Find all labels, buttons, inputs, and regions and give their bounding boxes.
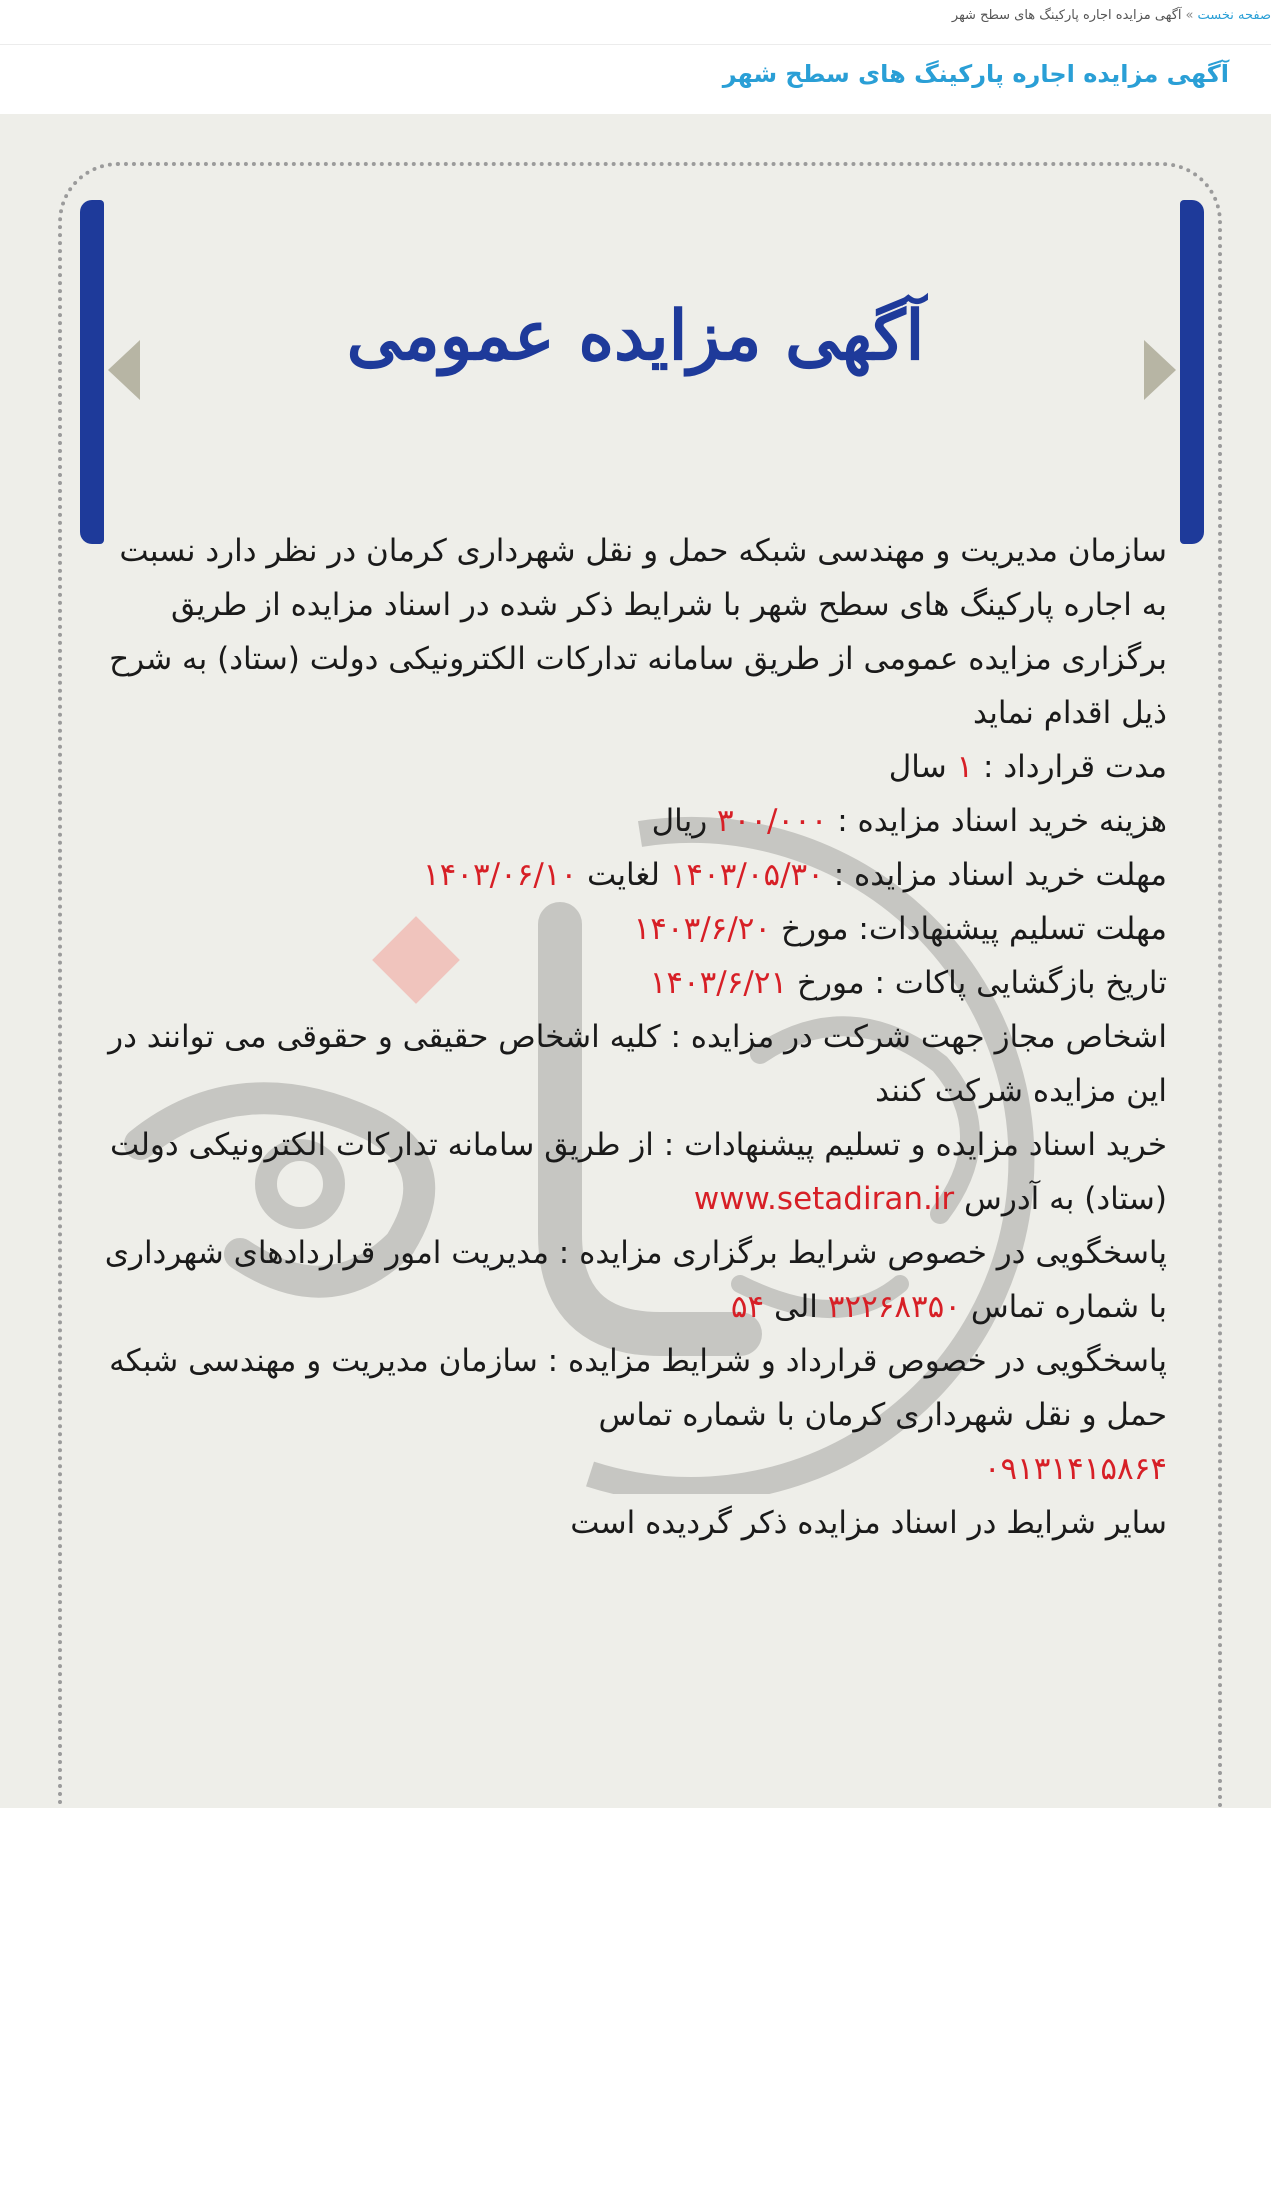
purchase-deadline-label: مهلت خرید اسناد مزایده : (833, 857, 1167, 893)
inquiry-label: پاسخگویی در خصوص شرایط برگزاری مزایده : مدیریت امور قراردادهای شهرداری با شماره تماس (104, 1235, 1167, 1325)
inquiry-phone: ۳۲۲۶۸۳۵۰ (827, 1289, 961, 1325)
eligible-participants: اشخاص مجاز جهت شرکت در مزایده : کلیه اشخاص حقیقی و حقوقی می توانند در این مزایده شرکت کنند (108, 1019, 1167, 1109)
contract-inquiry-line: پاسخگویی در خصوص قرارداد و شرایط مزایده : سازمان مدیریت و مهندسی شبکه حمل و نقل شهرداری کرمان با شماره تماس (109, 1343, 1167, 1433)
purchase-deadline-to: ۱۴۰۳/۰۶/۱۰ (423, 857, 578, 893)
submission-deadline-line (87, 902, 1167, 956)
contract-duration-unit: سال (888, 749, 947, 785)
footer-note: سایر شرایط در اسناد مزایده ذکر گردیده است (570, 1505, 1167, 1541)
intro-paragraph: سازمان مدیریت و مهندسی شبکه حمل و نقل شهرداری کرمان در نظر دارد نسبت به اجاره پارکینگ های سطح شهر با شرایط ذکر شده در اسناد مزایده از طریق برگزاری مزایده عمومی از طریق سامانه تدارکات الکترونیکی دولت (ستاد) به شرح ذیل اقدام نماید (109, 533, 1167, 731)
contract-duration-value: ۱ (956, 749, 974, 785)
opening-date-value: ۱۴۰۳/۶/۲۱ (649, 965, 788, 1001)
breadcrumb (952, 8, 1271, 23)
contract-duration-line (87, 740, 1167, 794)
contract-duration-label: مدت قرارداد : (983, 749, 1167, 785)
purchase-deadline-separator: لغایت (586, 857, 660, 893)
advertisement-image (0, 114, 1271, 1808)
inquiry-line (87, 1226, 1167, 1334)
document-fee-value: ۳۰۰/۰۰۰ (717, 803, 828, 839)
breadcrumb-current: آگهی مزایده اجاره پارکینگ های سطح شهر (951, 8, 1182, 23)
advertisement-heading: آگهی مزایده عمومی (346, 296, 925, 376)
contract-inquiry-phone: ۰۹۱۳۱۴۱۵۸۶۴ (983, 1451, 1167, 1487)
opening-date-line (87, 956, 1167, 1010)
document-fee-line (87, 794, 1167, 848)
purchase-deadline-line (87, 848, 1167, 902)
breadcrumb-home-link[interactable]: صفحه نخست (1197, 8, 1271, 23)
contract-inquiry-phone-line (87, 1442, 1167, 1496)
website-link[interactable]: www.setadiran.ir (693, 1181, 955, 1217)
inquiry-phone-end: ۵۴ (730, 1289, 765, 1325)
opening-date-label: تاریخ بازگشایی پاکات : مورخ (797, 965, 1167, 1001)
inquiry-phone-separator: الی (774, 1289, 818, 1325)
title-bar (0, 46, 1271, 115)
submission-deadline-label: مهلت تسلیم پیشنهادات: مورخ (780, 911, 1167, 947)
purchase-deadline-from: ۱۴۰۳/۰۵/۳۰ (669, 857, 824, 893)
document-fee-unit: ریال (651, 803, 708, 839)
purchase-method-line (87, 1118, 1167, 1226)
advertisement-body (87, 524, 1167, 1550)
top-bar (0, 0, 1271, 45)
submission-deadline-date: ۱۴۰۳/۶/۲۰ (633, 911, 772, 947)
purchase-method-text: خرید اسناد مزایده و تسلیم پیشنهادات : از طریق سامانه تدارکات الکترونیکی دولت (ستاد) به آدرس (110, 1127, 1167, 1217)
page-title: آگهی مزایده اجاره پارکینگ های سطح شهر (722, 60, 1229, 88)
document-fee-label: هزینه خرید اسناد مزایده : (837, 803, 1167, 839)
breadcrumb-separator: » (1185, 8, 1194, 23)
